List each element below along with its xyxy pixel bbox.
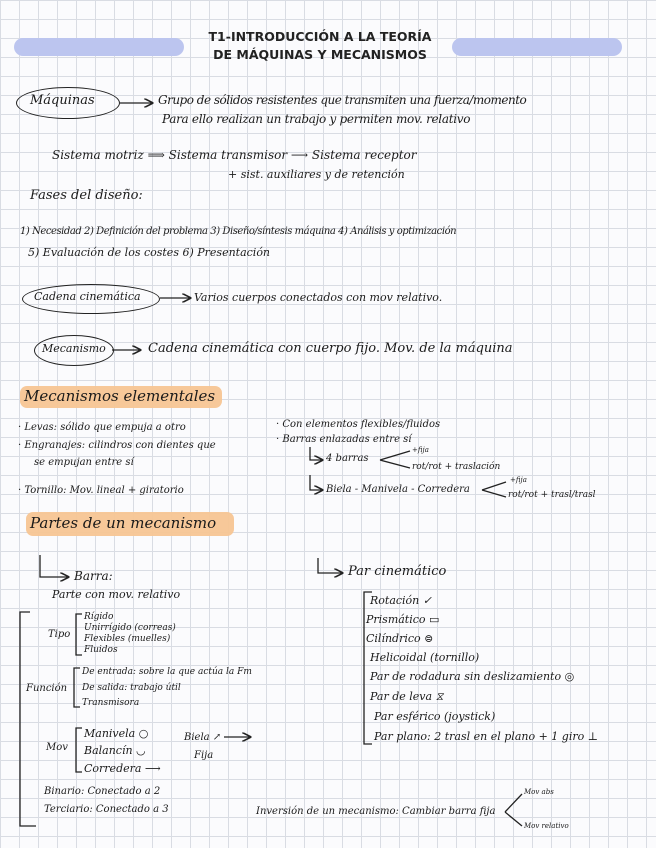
funcion-item-salida: De salida: trabajo útil: [82, 683, 181, 693]
tipo-item-unirrigido: Unirrígido (correas): [84, 623, 176, 633]
fases-line-2: 5) Evaluación de los costes 6) Presentación: [28, 246, 271, 259]
sistema-line-2: + sist. auxiliares y de retención: [228, 168, 405, 181]
elementales-4barras: 4 barras: [326, 453, 369, 464]
mecanismo-label: Mecanismo: [42, 342, 106, 355]
par-item-rotacion: Rotación ✓: [370, 594, 432, 607]
elementales-biela-fija: +fija: [510, 476, 527, 484]
tipo-label: Tipo: [48, 629, 71, 640]
par-item-prismatico: Prismático ▭: [366, 613, 440, 626]
tipo-item-flexibles: Flexibles (muelles): [84, 634, 171, 644]
par-item-leva: Par de leva ⧖: [370, 690, 444, 703]
maquinas-definition-1: Grupo de sólidos resistentes que transmiten una fuerza/momento: [158, 93, 527, 107]
mov-label: Mov: [46, 742, 68, 753]
inversion-mov-relativo: Mov relativo: [524, 822, 569, 830]
elementales-4barras-fija: +fija: [412, 446, 429, 454]
elementales-heading: Mecanismos elementales: [24, 387, 216, 405]
mov-item-manivela: Manivela ○: [84, 727, 149, 740]
elementales-barras: · Barras enlazadas entre sí: [276, 434, 412, 445]
title-line-1: T1-INTRODUCCIÓN A LA TEORÍA: [208, 29, 432, 44]
elementales-4barras-rot: rot/rot + traslación: [412, 462, 501, 472]
partes-barra-definition: Parte con mov. relativo: [52, 588, 181, 601]
par-item-plano: Par plano: 2 trasl en el plano + 1 giro ⊥: [374, 730, 599, 743]
elementales-levas: · Levas: sólido que empuja a otro: [18, 422, 186, 433]
funcion-item-transmisora: Transmisora: [82, 698, 140, 708]
par-item-esferico: Par esférico (joystick): [374, 710, 496, 723]
cadena-label: Cadena cinemática: [34, 290, 141, 303]
terciario: Terciario: Conectado a 3: [44, 804, 169, 815]
sistema-line-1: Sistema motriz ⟹ Sistema transmisor ⟶ Sistema receptor: [52, 148, 417, 162]
par-item-rodadura: Par de rodadura sin deslizamiento ◎: [370, 670, 575, 683]
mov-fija: Fija: [194, 750, 214, 761]
inversion-label: Inversión de un mecanismo: Cambiar barra fija: [256, 806, 496, 817]
binario: Binario: Conectado a 2: [44, 786, 161, 797]
mov-item-balancin: Balancín ◡: [84, 744, 146, 757]
cadena-definition: Varios cuerpos conectados con mov relativo.: [194, 291, 443, 304]
title-line-2: DE MÁQUINAS Y MECANISMOS: [213, 47, 427, 62]
partes-barra: Barra:: [74, 569, 113, 583]
elementales-engranajes-1: · Engranajes: cilindros con dientes que: [18, 440, 216, 451]
tipo-item-fluidos: Fluidos: [84, 645, 118, 655]
partes-heading: Partes de un mecanismo: [30, 514, 217, 532]
elementales-tornillo: · Tornillo: Mov. lineal + giratorio: [18, 485, 184, 496]
elementales-engranajes-2: se empujan entre sí: [34, 457, 134, 468]
par-item-helicoidal: Helicoidal (tornillo): [370, 651, 480, 664]
elementales-flexibles: · Con elementos flexibles/fluidos: [276, 419, 441, 430]
tipo-item-rigido: Rígido: [84, 612, 114, 622]
par-item-cilindrico: Cilíndrico ⊜: [366, 632, 434, 645]
fases-line-1: 1) Necesidad 2) Definición del problema 3) Diseño/síntesis máquina 4) Análisis y optimización: [20, 226, 457, 237]
maquinas-definition-2: Para ello realizan un trabajo y permiten mov. relativo: [162, 112, 471, 126]
par-heading: Par cinemático: [348, 564, 447, 579]
mecanismo-definition: Cadena cinemática con cuerpo fijo. Mov. de la máquina: [148, 341, 513, 356]
fases-heading: Fases del diseño:: [30, 188, 143, 203]
mov-biela: Biela ↗: [184, 732, 222, 743]
funcion-label: Función: [26, 683, 68, 694]
inversion-mov-abs: Mov abs: [524, 788, 554, 796]
elementales-biela: Biela - Manivela - Corredera: [326, 484, 470, 495]
elementales-biela-rot: rot/rot + trasl/trasl: [508, 490, 596, 500]
maquinas-label: Máquinas: [30, 93, 95, 108]
funcion-item-entrada: De entrada: sobre la que actúa la Fm: [82, 667, 252, 677]
mov-item-corredera: Corredera ⟶: [84, 762, 161, 775]
